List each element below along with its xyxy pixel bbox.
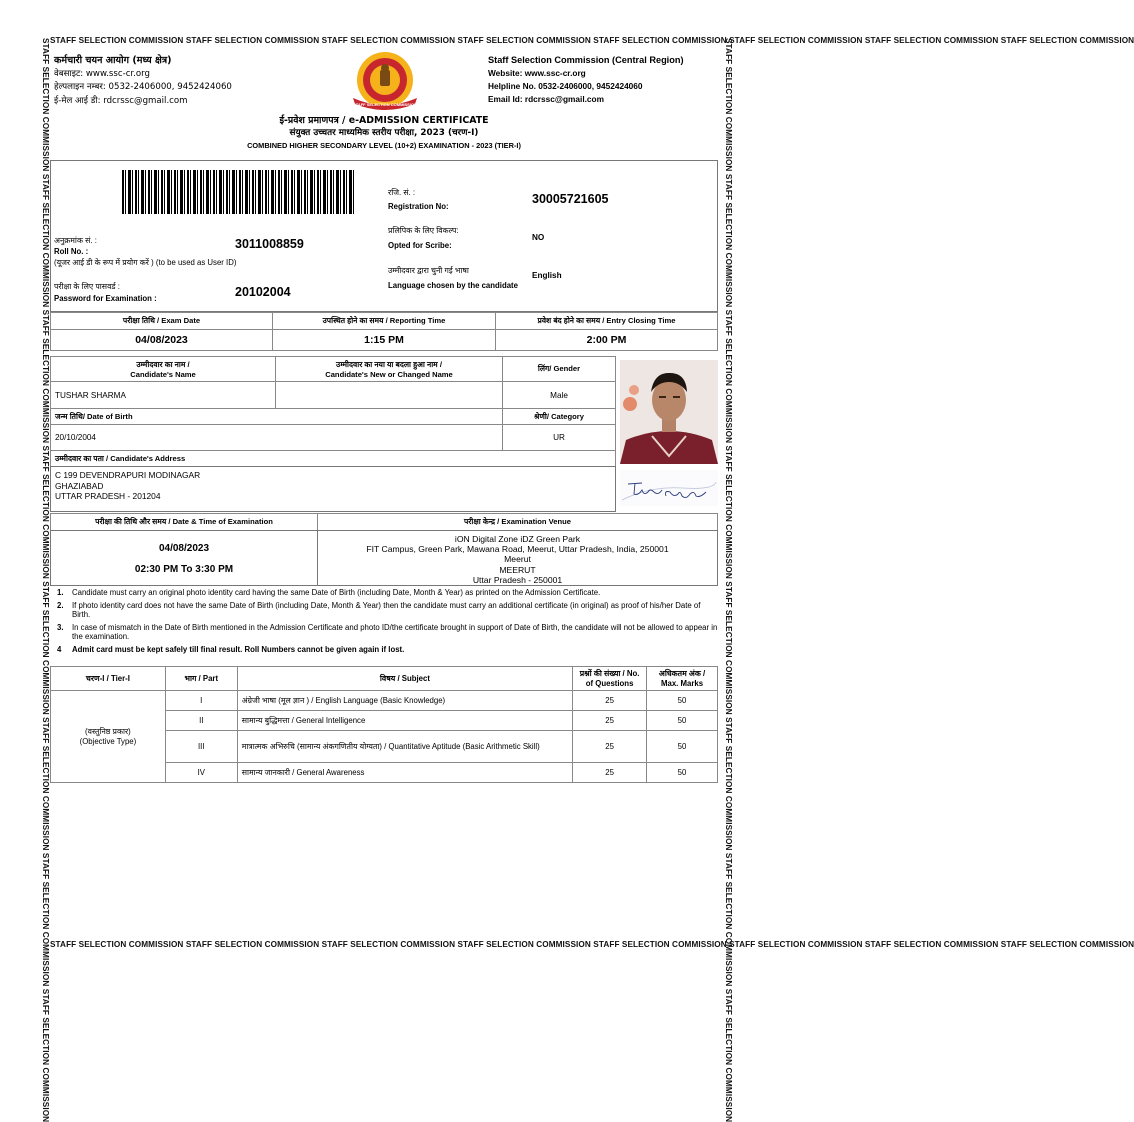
tier-header: चरण-I / Tier-I xyxy=(51,667,166,691)
new-name-value xyxy=(275,381,503,409)
language-label-en: Language chosen by the candidate xyxy=(388,281,518,290)
part-cell: III xyxy=(165,731,237,763)
marks-cell: 50 xyxy=(647,763,718,783)
questions-cell: 25 xyxy=(573,691,647,711)
address-line-1: C 199 DEVENDRAPURI MODINAGAR xyxy=(55,470,201,480)
closing-time-text: 2:00 PM xyxy=(586,334,627,346)
part-cell: II xyxy=(165,711,237,731)
new-name-header-en: Candidate's New or Changed Name xyxy=(325,369,453,379)
header-english xyxy=(488,54,718,106)
email-english: Email Id: rdcrssc@gmail.com xyxy=(488,94,604,104)
exam-date-value xyxy=(50,329,273,351)
instruction-3-num: 3. xyxy=(57,622,64,632)
header-hindi xyxy=(54,54,334,108)
org-name-english: Staff Selection Commission (Central Region) xyxy=(488,55,684,65)
exam-date-text: 04/08/2023 xyxy=(135,334,188,346)
reg-label-hi: रजि. सं. : xyxy=(388,188,416,197)
dob-value xyxy=(50,424,503,451)
title-line-1: ई-प्रवेश प्रमाणपत्र / e-ADMISSION CERTIFICATE xyxy=(279,115,489,126)
venue-header-text: परीक्षा केन्द्र / Examination Venue xyxy=(463,517,572,526)
subjects-table xyxy=(50,666,718,783)
roll-note: (यूजर आई डी के रूप में प्रयोग करें ) (to be used as User ID) xyxy=(54,258,237,267)
category-header xyxy=(502,408,616,425)
roll-label-en: Roll No. : xyxy=(54,247,89,256)
instruction-2-num: 2. xyxy=(57,600,64,610)
roll-label-hi: अनुक्रमांक सं. : xyxy=(54,236,97,245)
watermark-right: STAFF SELECTION COMMISSION STAFF SELECTION COMMISSION STAFF SELECTION COMMISSION STAFF SELECTION COMMISSION STAFF SELECTION COMMISSION STAFF SELECTION COMMISSION STAFF SELECTION COMMISSION STAFF SELECTION COMMISSION xyxy=(724,38,733,1122)
watermark-bottom: STAFF SELECTION COMMISSION STAFF SELECTION COMMISSION STAFF SELECTION COMMISSION STAFF SELECTION COMMISSION STAFF SELECTION COMMISSION STAFF SELECTION COMMISSION STAFF SELECTION COMMISSION STAFF SELECTION COMMISSION xyxy=(50,940,1134,949)
venue-box xyxy=(317,530,718,586)
website-hindi: वेबसाइट: www.ssc-cr.org xyxy=(54,68,151,79)
instruction-4 xyxy=(52,645,720,655)
instruction-2-text: If photo identity card does not have the same Date of Birth (including Date, Month & Year) then the candidate must carry an additional certificate (in original) as proof of his/her Date of Birth. xyxy=(72,600,701,620)
venue-line-1: iON Digital Zone iDZ Green Park xyxy=(454,534,581,544)
subject-cell: मात्रात्मक अभिरुचि (सामान्य अंकगणितीय योग्यता) / Quantitative Aptitude (Basic Arithmetic Skill) xyxy=(237,731,572,763)
exam-date-header-text: परीक्षा तिथि / Exam Date xyxy=(122,316,201,325)
objective-type-en: (Objective Type) xyxy=(79,737,137,746)
subject-header: विषय / Subject xyxy=(237,667,572,691)
objective-type-cell xyxy=(51,691,166,783)
instruction-4-text: Admit card must be kept safely till final result. Roll Numbers cannot be given again if lost. xyxy=(72,644,405,654)
closing-time-header xyxy=(495,312,718,330)
objective-type-hi: (वस्तुनिष्ठ प्रकार) xyxy=(85,727,131,736)
candidate-name-header xyxy=(50,356,276,382)
address-header xyxy=(50,450,616,467)
watermark-top: STAFF SELECTION COMMISSION STAFF SELECTION COMMISSION STAFF SELECTION COMMISSION STAFF SELECTION COMMISSION STAFF SELECTION COMMISSION STAFF SELECTION COMMISSION STAFF SELECTION COMMISSION STAFF SELECTION COMMISSION xyxy=(50,36,1134,45)
questions-cell: 25 xyxy=(573,731,647,763)
password-label-hi: परीक्षा के लिए पासवर्ड : xyxy=(54,282,120,291)
marks-cell: 50 xyxy=(647,731,718,763)
reg-label-en: Registration No: xyxy=(388,202,449,211)
subject-cell: सामान्य जानकारी / General Awareness xyxy=(237,763,572,783)
marks-cell: 50 xyxy=(647,691,718,711)
instruction-2 xyxy=(52,601,720,620)
venue-line-3: Meerut xyxy=(504,554,531,565)
marks-cell: 50 xyxy=(647,711,718,731)
category-value xyxy=(502,424,616,451)
exam-datetime-header xyxy=(50,513,318,531)
exam-date: 04/08/2023 xyxy=(158,543,210,554)
instruction-1-num: 1. xyxy=(57,588,64,597)
table-row xyxy=(51,691,718,711)
website-english: Website: www.ssc-cr.org xyxy=(488,68,586,78)
candidate-signature xyxy=(620,470,718,506)
gender-text: Male xyxy=(550,390,568,400)
certificate-title xyxy=(50,114,718,153)
language-label-hi: उम्मीदवार द्वारा चुनी गई भाषा xyxy=(388,266,469,275)
reporting-time-value xyxy=(272,329,496,351)
instruction-3 xyxy=(52,623,720,642)
roll-number: 3011008859 xyxy=(235,237,304,251)
exam-date-header xyxy=(50,312,273,330)
instructions xyxy=(52,588,720,658)
helpline-english: Helpline No. 0532-2406000, 9452424060 xyxy=(488,81,643,91)
closing-time-value xyxy=(495,329,718,351)
candidate-name-value xyxy=(50,381,276,409)
instruction-4-num: 4 xyxy=(57,644,62,654)
instruction-1-text: Candidate must carry an original photo identity card having the same Date of Birth (including Date, Month & Year) as printed on the Admission Certificate. xyxy=(72,588,601,597)
gender-header xyxy=(502,356,616,382)
questions-cell: 25 xyxy=(573,763,647,783)
gender-header-text: लिंग/ Gender xyxy=(537,364,581,373)
venue-line-5: Uttar Pradesh - 250001 xyxy=(472,574,563,585)
email-hindi: ई-मेल आई डी: rdcrssc@gmail.com xyxy=(54,95,188,106)
exam-datetime-header-text: परीक्षा की तिथि और समय / Date & Time of Examination xyxy=(95,517,273,526)
part-header: भाग / Part xyxy=(165,667,237,691)
reporting-time-header-text: उपस्थित होने का समय / Reporting Time xyxy=(322,316,446,325)
candidate-name-text: TUSHAR SHARMA xyxy=(55,390,126,400)
category-text: UR xyxy=(553,433,565,442)
address-header-text: उम्मीदवार का पता / Candidate's Address xyxy=(55,453,186,463)
title-line-3: COMBINED HIGHER SECONDARY LEVEL (10+2) EXAMINATION - 2023 (TIER-I) xyxy=(247,141,521,150)
new-name-header xyxy=(275,356,503,382)
address-line-3: UTTAR PRADESH - 201204 xyxy=(55,491,161,501)
dob-header xyxy=(50,408,503,425)
part-cell: I xyxy=(165,691,237,711)
candidate-name-header-en: Candidate's Name xyxy=(130,369,196,379)
ssc-emblem-logo xyxy=(345,46,425,112)
scribe-value: NO xyxy=(532,233,545,242)
category-header-text: श्रेणी/ Category xyxy=(534,411,584,421)
barcode xyxy=(122,170,354,214)
watermark-left: STAFF SELECTION COMMISSION STAFF SELECTION COMMISSION STAFF SELECTION COMMISSION STAFF SELECTION COMMISSION STAFF SELECTION COMMISSION STAFF SELECTION COMMISSION STAFF SELECTION COMMISSION STAFF SELECTION COMMISSION xyxy=(41,38,50,1122)
signature-image xyxy=(620,470,718,506)
exam-password: 20102004 xyxy=(235,285,291,299)
closing-time-header-text: प्रवेश बंद होने का समय / Entry Closing Time xyxy=(537,316,676,325)
dob-header-text: जन्म तिथि/ Date of Birth xyxy=(55,411,133,421)
venue-line-2: FIT Campus, Green Park, Mawana Road, Meerut, Uttar Pradesh, India, 250001 xyxy=(366,544,669,555)
language-value: English xyxy=(532,271,562,280)
address-line-2: GHAZIABAD xyxy=(55,480,104,491)
reporting-time-text: 1:15 PM xyxy=(364,334,404,346)
marks-header xyxy=(647,667,718,691)
dob-text: 20/10/2004 xyxy=(55,433,96,442)
registration-number: 30005721605 xyxy=(532,192,609,206)
exam-datetime-box xyxy=(50,530,318,586)
title-line-2: संयुक्त उच्चतर माध्यमिक स्तरीय परीक्षा, 2023 (चरण-I) xyxy=(289,128,479,138)
venue-line-4: MEERUT xyxy=(499,564,536,575)
marks-header-hi: अधिकतम अंक / xyxy=(658,669,706,678)
marks-header-en: Max. Marks xyxy=(661,679,704,688)
subject-cell: सामान्य बुद्धिमत्ता / General Intelligence xyxy=(237,711,572,731)
password-label-en: Password for Examination : xyxy=(54,294,157,303)
questions-header xyxy=(573,667,647,691)
part-cell: IV xyxy=(165,763,237,783)
candidate-name-header-hi: उम्मीदवार का नाम / xyxy=(136,359,190,369)
instruction-3-text: In case of mismatch in the Date of Birth mentioned in the Admission Certificate and photo ID/the certificate brought in support of Date of Birth, the candidate will not be allowed to appear in the examination. xyxy=(72,622,718,642)
subject-cell: अंग्रेजी भाषा (मूल ज्ञान ) / English Language (Basic Knowledge) xyxy=(237,691,572,711)
subjects-header-row xyxy=(51,667,718,691)
emblem-text: STAFF SELECTION COMMISSION xyxy=(353,102,417,107)
new-name-header-hi: उम्मीदवार का नया या बदला हुआ नाम / xyxy=(336,359,442,369)
candidate-photo-image xyxy=(620,360,718,464)
questions-cell: 25 xyxy=(573,711,647,731)
gender-value xyxy=(502,381,616,409)
scribe-label-en: Opted for Scribe: xyxy=(388,241,452,250)
exam-time: 02:30 PM To 3:30 PM xyxy=(134,564,234,575)
questions-header-hi: प्रश्नों की संख्या / No. xyxy=(579,669,640,678)
org-name-hindi: कर्मचारी चयन आयोग (मध्य क्षेत्र) xyxy=(54,55,172,66)
address-box xyxy=(50,466,616,512)
helpline-hindi: हेल्पलाइन नम्बर: 0532-2406000, 9452424060 xyxy=(54,82,232,92)
instruction-1 xyxy=(52,588,720,598)
questions-header-en: of Questions xyxy=(585,679,634,688)
venue-header xyxy=(317,513,718,531)
candidate-photo xyxy=(620,360,718,464)
reporting-time-header xyxy=(272,312,496,330)
scribe-label-hi: प्रलिपिक के लिए विकल्प: xyxy=(388,226,459,235)
